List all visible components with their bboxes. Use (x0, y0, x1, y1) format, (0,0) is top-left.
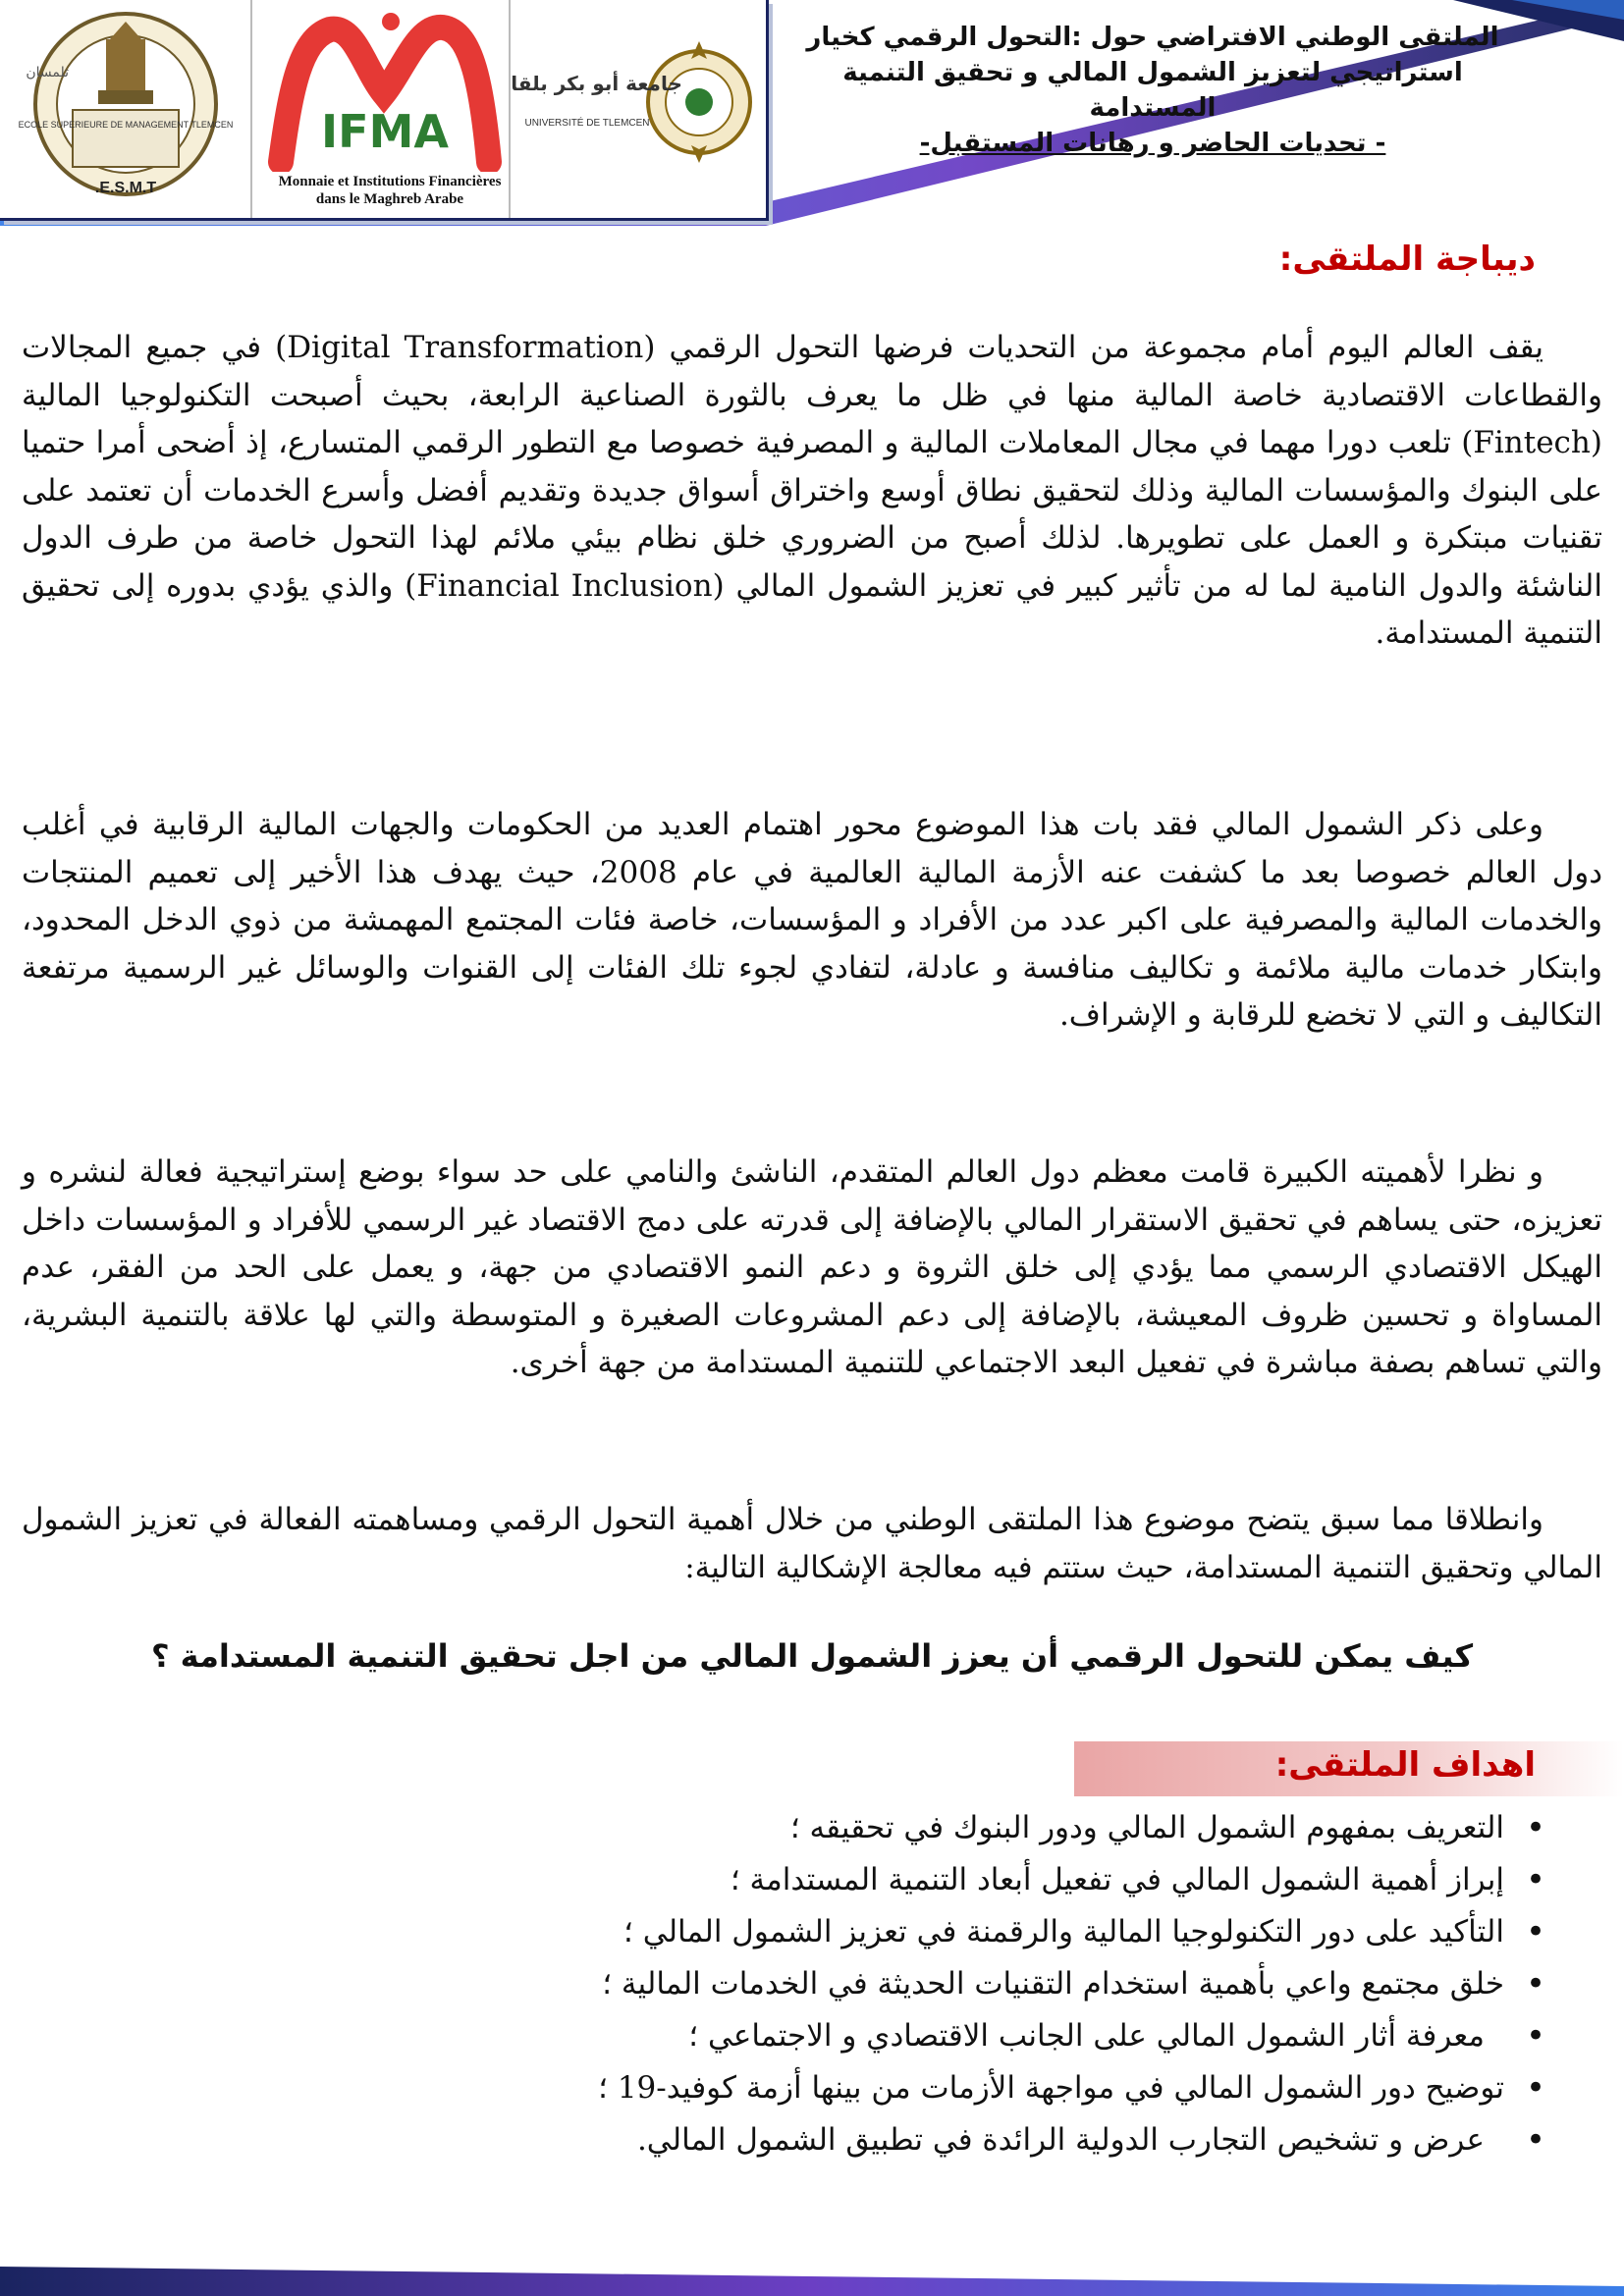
ifma-caption-line-2: dans le Maghreb Arabe (315, 191, 464, 207)
university-logo (511, 0, 764, 218)
ifma-m-icon (261, 0, 509, 172)
esmt-city-text: تلمسان (26, 65, 69, 80)
objective-item: • توضيح دور الشمول المالي في مواجهة الأزمات من بينها أزمة كوفيد-19 ؛ (102, 2062, 1545, 2114)
ifma-caption (267, 173, 513, 208)
problem-question: كيف يمكن للتحول الرقمي أن يعزز الشمول المالي من اجل تحقيق التنمية المستدامة ؟ (150, 1637, 1474, 1675)
objective-item: • معرفة أثار الشمول المالي على الجانب الاقتصادي و الاجتماعي ؛ (102, 2010, 1545, 2062)
university-arabic-name: جامعة أبو بكر بلقايد (511, 72, 682, 95)
preamble-paragraph-4: وانطلاقا مما سبق يتضح موضوع هذا الملتقى الوطني من خلال أهمية التحول الرقمي ومساهمته الفعالة في تعزيز الشمول المالي وتحقيق التنمية المستدامة، حيث ستتم فيه معالجة الإشكالية التالية: (22, 1502, 1602, 1585)
objectives-list (102, 1802, 1545, 2166)
objective-item: • خلق مجتمع واعي بأهمية استخدام التقنيات الحديثة في الخدمات المالية ؛ (102, 1958, 1545, 2010)
objective-item: • إبراز أهمية الشمول المالي في تفعيل أبعاد التنمية المستدامة ؛ (102, 1854, 1545, 1906)
ifma-caption-line-1: Monnaie et Institutions Financières (278, 174, 502, 189)
conference-title (780, 20, 1526, 161)
page-header (0, 0, 1624, 236)
preamble-paragraph-1: يقف العالم اليوم أمام مجموعة من التحديات فرضها التحول الرقمي (Digital Transformation) في جميع المجالات والقطاعات الاقتصادية خاصة المالية منها في ظل ما يعرف بالثورة الصناعية الرابعة، بحيث أصبحت التكنولوجيا المالية (Fintech) تلعب دورا مهما في مجال المعاملات المالية و المصرفية خصوصا مع التطور الرقمي المتسارع، إذ أضحى أمرا حتميا على البنوك والمؤسسات المالية وذلك لتحقيق نطاق أوسع واختراق أسواق جديدة وتقديم أفضل وأسرع الخدمات أن تعتمد على تقنيات مبتكرة و العمل على تطويرها. لذلك أصبح من الضروري خلق نظام بيئي ملائم لهذا التحول خاصة من طرف الدول الناشئة والدول النامية لما له من تأثير كبير في تعزيز الشمول المالي (Financial Inclusion) والذي يؤدي بدوره إلى تحقيق التنمية المستدامة. (22, 330, 1602, 651)
esmt-logo (0, 0, 252, 218)
university-french-name: UNIVERSITÉ DE TLEMCEN (524, 118, 650, 129)
esmt-emblem-icon (0, 0, 250, 218)
objective-item: • التأكيد على دور التكنولوجيا المالية والرقمنة في تعزيز الشمول المالي ؛ (102, 1906, 1545, 1958)
ifma-wordmark: IFMA (321, 105, 449, 158)
preamble-heading: ديباجة الملتقى: (1278, 240, 1536, 279)
preamble-paragraph-2: وعلى ذكر الشمول المالي فقد بات هذا الموضوع محور اهتمام العديد من الحكومات والجهات المالية الرقابية في أغلب دول العالم خصوصا بعد ما كشفت عنه الأزمة المالية العالمية في عام 2008، حيث يهدف هذا الأخير إلى تعميم المنتجات والخدمات المالية والمصرفية على اكبر عدد من الأفراد و المؤسسات، خاصة فئات المجتمع المهمشة من ذوي الدخل المحدود، وابتكار خدمات مالية ملائمة و تكاليف منافسة و عادلة، لتفادي لجوء تلك الفئات إلى القنوات والوسائل غير الرسمية مرتفعة التكاليف و التي لا تخضع للرقابة و الإشراف. (22, 807, 1603, 1033)
conference-title-line-1: الملتقى الوطني الافتراضي حول :التحول الرقمي كخيار (806, 23, 1499, 52)
esmt-full-text: ECOLE SUPERIEURE DE MANAGEMENT TLEMCEN (18, 120, 234, 130)
preamble-paragraph-3: و نظرا لأهميته الكبيرة قامت معظم دول العالم المتقدم، الناشئ والنامي على حد سواء بوضع إستراتيجية فعالة لنشره و تعزيزه، حتى يساهم في تحقيق الاستقرار المالي بالإضافة إلى قدرته على دمج الاقتصاد غير الرسمي للأفراد و المؤسسات داخل الهيكل الاقتصادي الرسمي مما يؤدي إلى خلق الثروة و دعم النمو الاقتصادي من جهة، و يعمل على الحد من الفقر، عدم المساواة و تحسين ظروف المعيشة، بالإضافة إلى دعم المشروعات الصغيرة و المتوسطة والتي لها علاقة بالتنمية البشرية، والتي تساهم بصفة مباشرة في تفعيل البعد الاجتماعي للتنمية المستدامة من جهة أخرى. (22, 1154, 1602, 1380)
esmt-abbr-text: E.S.M.T. (94, 180, 157, 196)
conference-title-line-2: استراتيجي لتعزيز الشمول المالي و تحقيق التنمية المستدامة (842, 58, 1463, 123)
conference-title-line-3: - تحديات الحاضر و رهانات المستقبل- (919, 129, 1386, 158)
objective-item: • التعريف بمفهوم الشمول المالي ودور البنوك في تحقيقه ؛ (102, 1802, 1545, 1854)
objectives-heading: اهداف الملتقى: (1274, 1745, 1536, 1785)
footer-decorative-band (0, 2257, 1624, 2296)
objective-item: • عرض و تشخيص التجارب الدولية الرائدة في تطبيق الشمول المالي. (102, 2114, 1545, 2166)
university-emblem-icon (511, 0, 764, 218)
